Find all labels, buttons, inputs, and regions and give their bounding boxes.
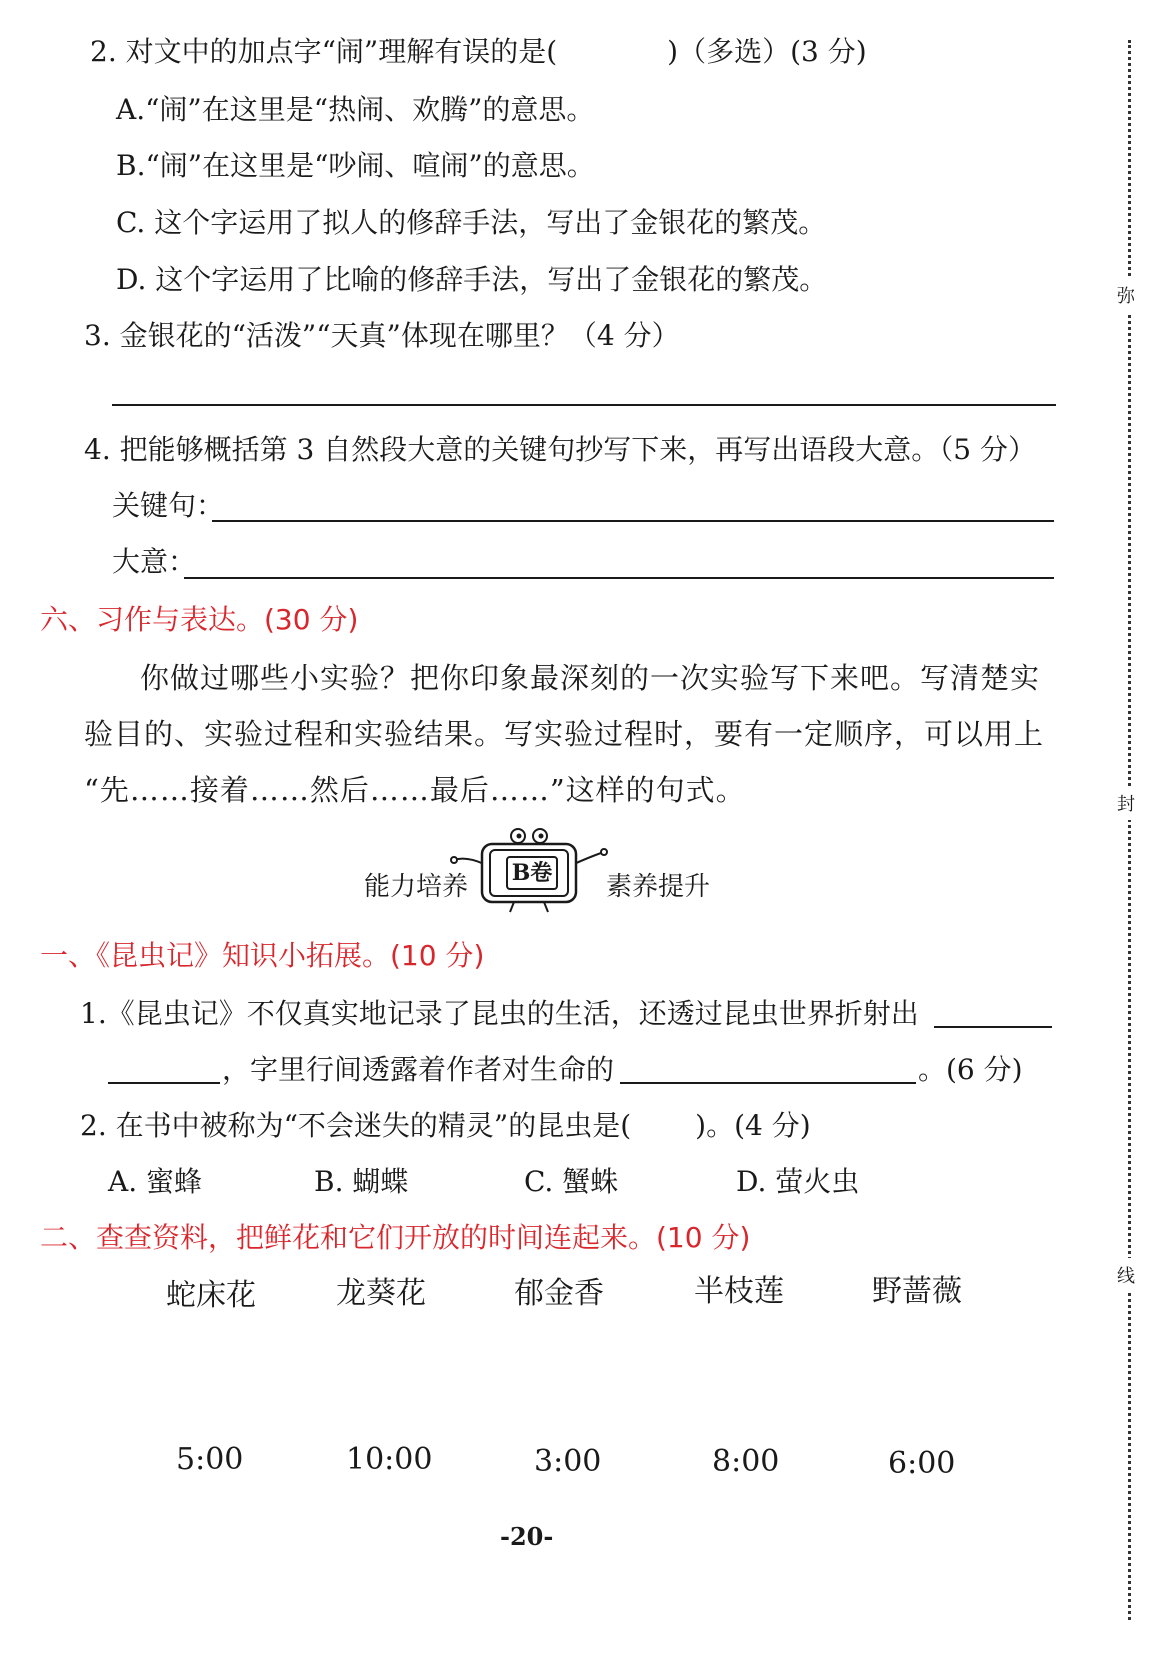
sectionB1-q2-option-a: A. 蜜蜂 <box>108 1165 203 1198</box>
q3-answer-line[interactable] <box>112 404 1056 406</box>
time-4[interactable]: 8:00 <box>712 1444 780 1479</box>
page-number: -20- <box>500 1522 554 1551</box>
q4-key-line[interactable] <box>212 520 1054 522</box>
section6-heading: 六、习作与表达。(30 分) <box>40 603 359 636</box>
margin-char-2: 封 <box>1117 786 1135 820</box>
flower-5[interactable]: 野蔷薇 <box>872 1274 962 1309</box>
time-2[interactable]: 10:00 <box>346 1442 433 1477</box>
binding-dotted-line <box>1128 40 1131 1620</box>
margin-char-3: 线 <box>1117 1258 1135 1292</box>
sectionB1-q1-end: 。(6 分) <box>918 1053 1023 1086</box>
time-1[interactable]: 5:00 <box>176 1442 244 1477</box>
sectionB1-q1-blank2[interactable] <box>620 1082 916 1084</box>
q2-option-d: D. 这个字运用了比喻的修辞手法，写出了金银花的繁茂。 <box>116 263 828 296</box>
margin-char-1: 弥 <box>1117 278 1135 312</box>
sectionB2-heading: 二、查查资料，把鲜花和它们开放的时间连起来。(10 分) <box>40 1221 751 1254</box>
sectionB1-q1-blank1b[interactable] <box>108 1082 220 1084</box>
sectionB1-q2-option-c: C. 蟹蛛 <box>524 1165 619 1198</box>
q3-stem: 3. 金银花的“活泼”“天真”体现在哪里？（4 分） <box>84 319 680 352</box>
sectionB1-q2-option-b: B. 蝴蝶 <box>314 1165 409 1198</box>
banner-left-text: 能力培养 <box>364 872 469 902</box>
q2-option-b: B.“闹”在这里是“吵闹、喧闹”的意思。 <box>116 149 595 182</box>
flower-3[interactable]: 郁金香 <box>514 1276 604 1311</box>
flower-1[interactable]: 蛇床花 <box>166 1278 256 1313</box>
q2-stem: 2. 对文中的加点字“闹”理解有误的是( )（多选）(3 分) <box>90 35 867 68</box>
sectionB1-heading: 一、《昆虫记》知识小拓展。(10 分) <box>40 939 485 972</box>
section6-line-1: 你做过哪些小实验？把你印象最深刻的一次实验写下来吧。写清楚实 <box>140 661 1041 695</box>
q4-summary-label: 大意： <box>112 545 197 578</box>
flower-2[interactable]: 龙葵花 <box>336 1276 426 1311</box>
sectionB1-q2-option-d: D. 萤火虫 <box>736 1165 860 1198</box>
time-3[interactable]: 3:00 <box>534 1444 602 1479</box>
q4-summary-line[interactable] <box>184 577 1054 579</box>
q2-option-c: C. 这个字运用了拟人的修辞手法，写出了金银花的繁茂。 <box>116 206 827 239</box>
banner-right-text: 素养提升 <box>606 872 711 902</box>
section6-line-3: “先……接着……然后……最后……”这样的句式。 <box>84 773 746 807</box>
tv-mascot <box>444 826 614 916</box>
sectionB1-q1-mid: ，字里行间透露着作者对生命的 <box>222 1053 615 1086</box>
time-5[interactable]: 6:00 <box>888 1446 956 1481</box>
section6-line-2: 验目的、实验过程和实验结果。写实验过程时，要有一定顺序，可以用上 <box>84 717 1045 751</box>
q4-key-label: 关键句： <box>112 489 225 522</box>
q2-option-a: A.“闹”在这里是“热闹、欢腾”的意思。 <box>116 93 595 126</box>
q4-stem: 4. 把能够概括第 3 自然段大意的关键句抄写下来，再写出语段大意。（5 分） <box>84 433 1036 466</box>
sectionB1-q2-stem: 2. 在书中被称为“不会迷失的精灵”的昆虫是( )。(4 分) <box>80 1109 811 1142</box>
sectionB1-q1-line1: 1.《昆虫记》不仅真实地记录了昆虫的生活，还透过昆虫世界折射出 <box>80 997 919 1030</box>
sectionB1-q1-blank1a[interactable] <box>934 1026 1052 1028</box>
banner-b-label: B卷 <box>506 856 558 890</box>
flower-4[interactable]: 半枝莲 <box>694 1274 784 1309</box>
